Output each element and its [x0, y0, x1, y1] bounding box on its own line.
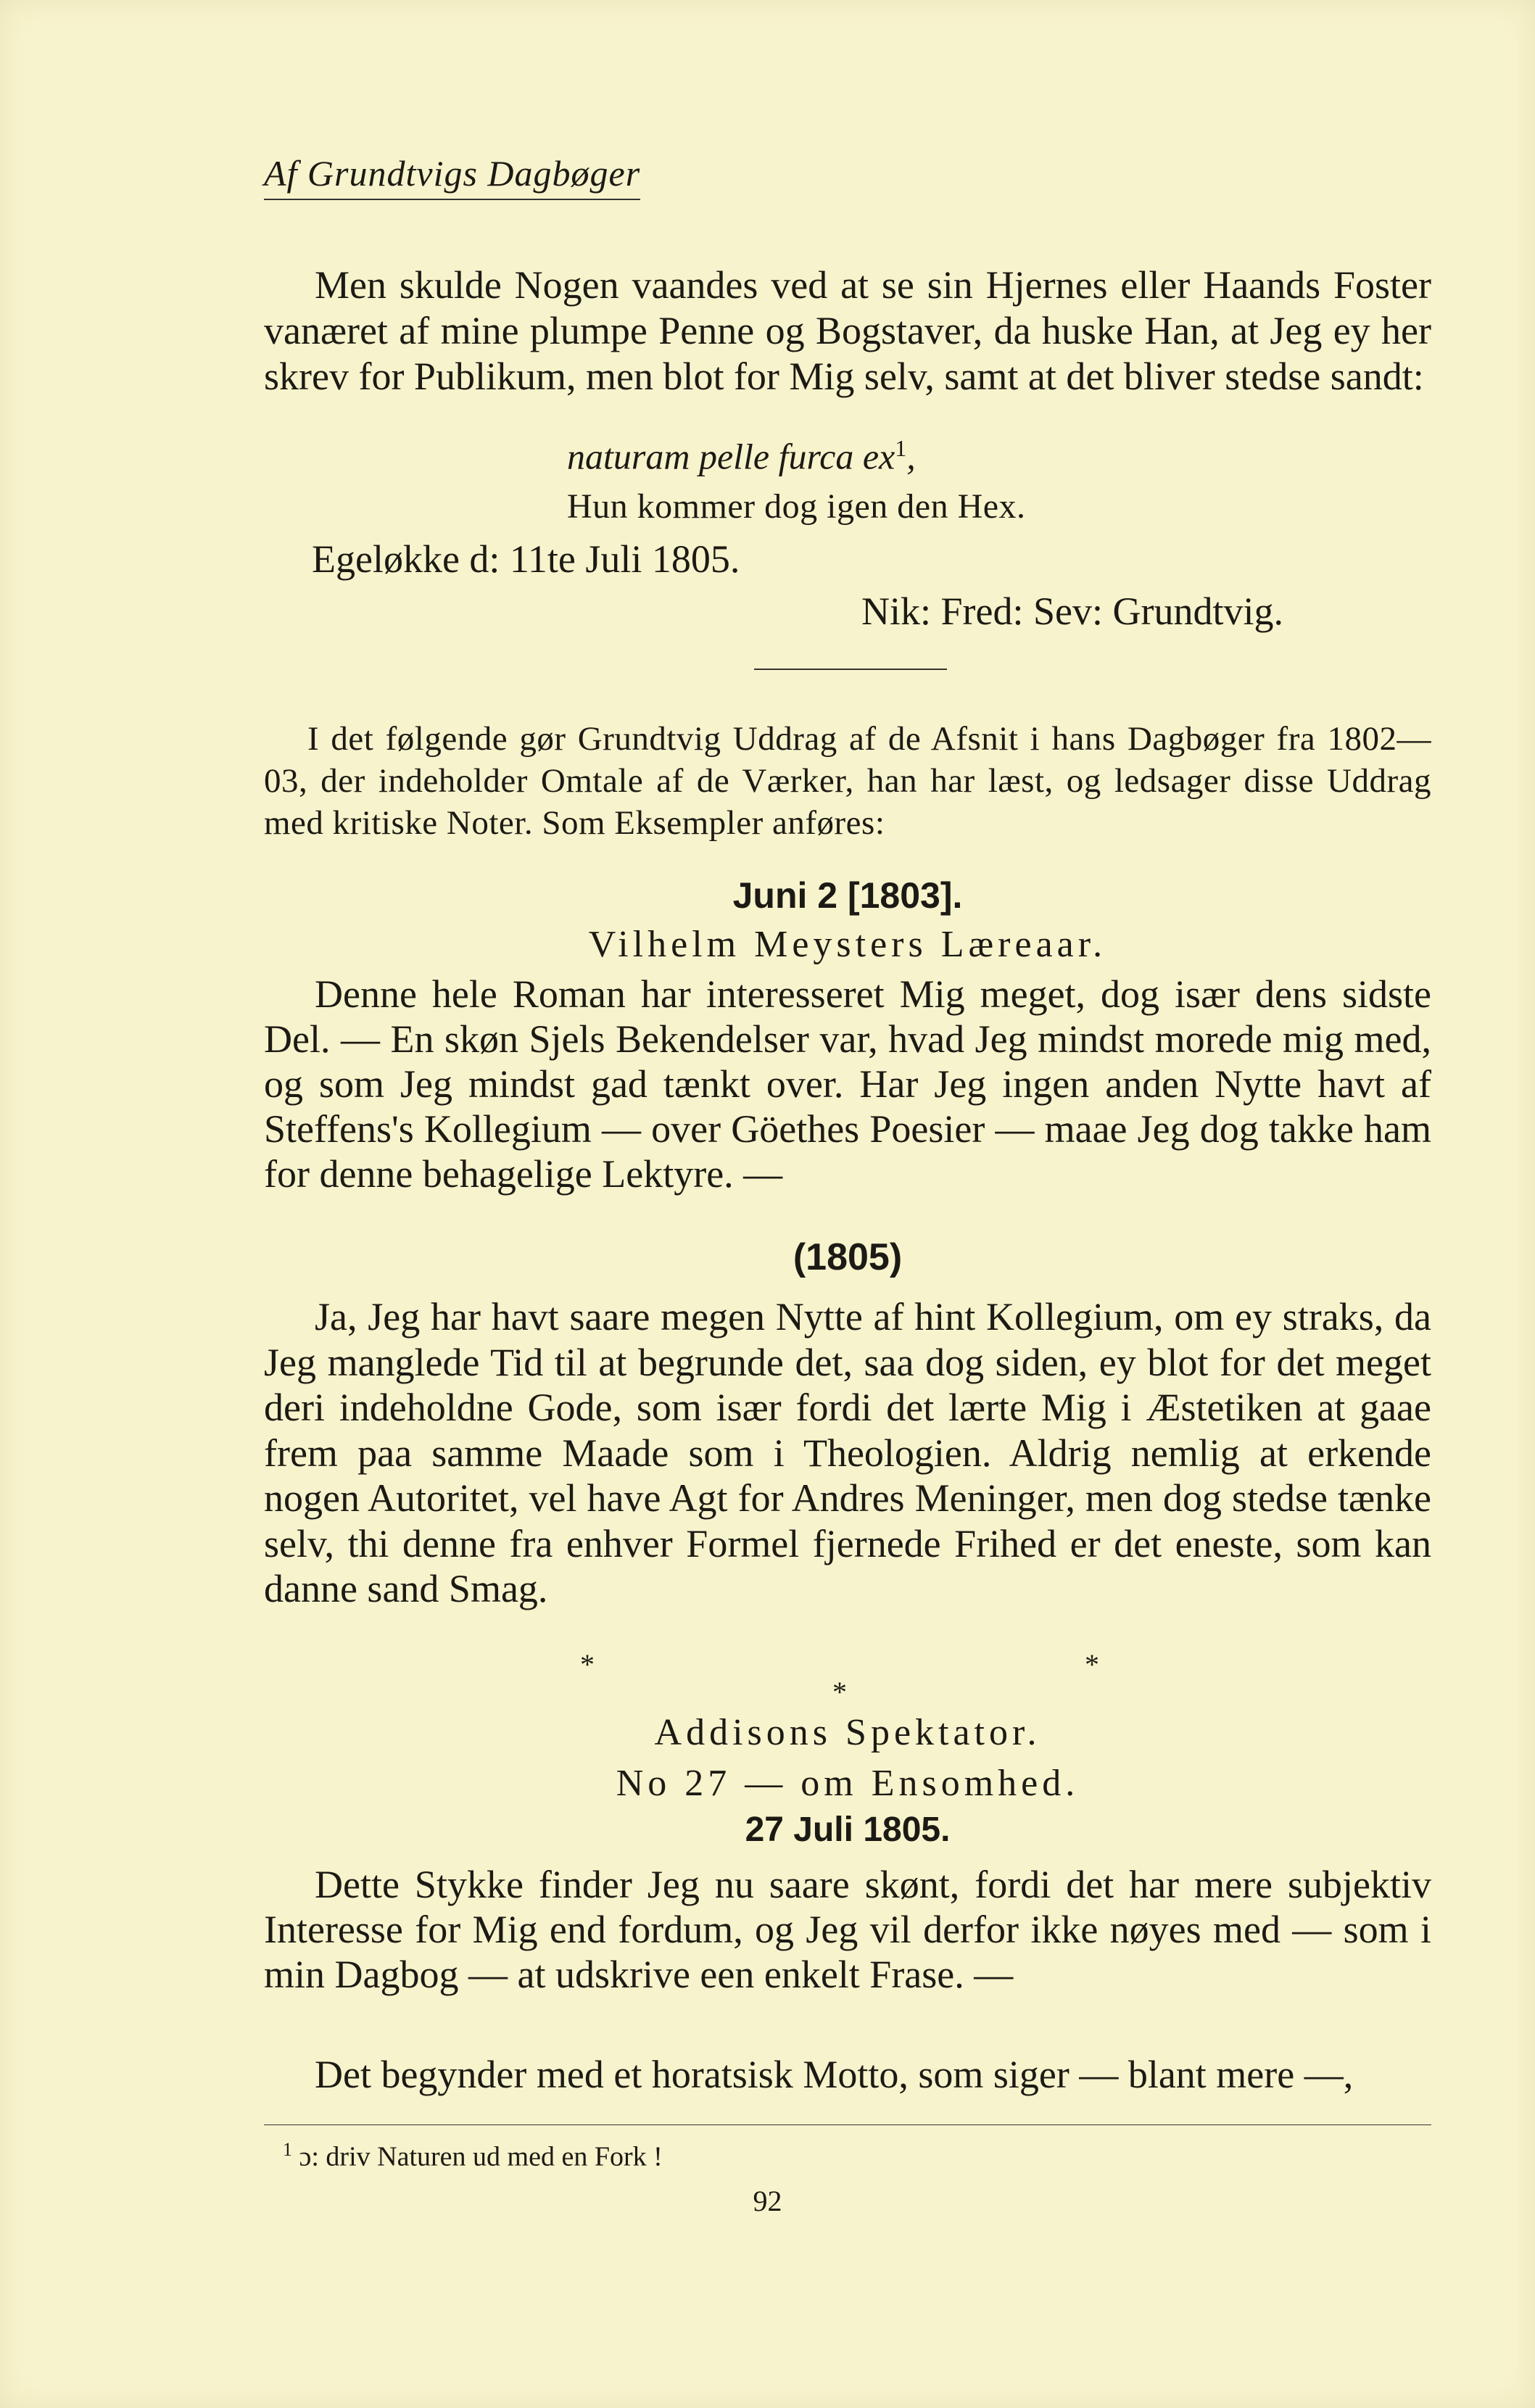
footnote-ref: 1	[895, 435, 907, 461]
verse-line-1	[567, 435, 916, 478]
asterism-left: *	[580, 1648, 595, 1681]
editor-intro: I det følgende gør Grundtvig Uddrag af de Afsnit i hans Dagbøger fra 1802—03, der indeholder Omtale af de Værker, han har læst, og ledsager disse Uddrag med kritiske Noter. Som Eksempler anføres:	[264, 720, 1431, 842]
footnote-text: ɔ: driv Naturen ud med en Fork !	[299, 2141, 663, 2172]
verse-comma: ,	[906, 436, 916, 477]
running-header: Af Grundtvigs Dagbøger	[264, 152, 640, 200]
entry-title-2: Addisons Spektator.	[654, 1712, 1041, 1753]
verse-latin: naturam pelle furca ex	[567, 436, 895, 477]
footnote	[283, 2139, 663, 2173]
year-heading: (1805)	[793, 1236, 903, 1278]
page-number: 92	[753, 2185, 782, 2217]
paragraph-motto: Det begynder med et horatsisk Motto, som siger — blant mere —,	[315, 2053, 1354, 2096]
asterism-right: *	[1085, 1648, 1099, 1681]
entry-date-1: Juni 2 [1803].	[732, 875, 963, 916]
footnote-rule	[264, 2124, 1431, 2125]
place-date: Egeløkke d: 11te Juli 1805.	[312, 537, 740, 581]
paragraph-kollegium: Ja, Jeg har havt saare megen Nytte af hint Kollegium, om ey straks, da Jeg manglede Tid til at begrunde det, saa dog siden, ey blot for det meget deri indeholdne Gode, som især fordi det lærte Mig i Æstetiken at gaae frem paa samme Maade som i Theologien. Aldrig nemlig at erkende nogen Autoritet, vel have Agt for Andres Meninger, men dog stedse tænke selv, thi denne fra enhver Formel fjernede Frihed er det eneste, som kan danne sand Smag.	[264, 1295, 1431, 1610]
entry-title-1: Vilhelm Meysters Læreaar.	[588, 924, 1107, 965]
entry-subtitle-2: No 27 — om Ensomhed.	[616, 1763, 1080, 1804]
section-divider	[754, 669, 947, 670]
paragraph-addison: Dette Stykke finder Jeg nu saare skønt, fordi det har mere subjektiv Interesse for Mig end fordum, og Jeg vil derfor ikke nøyes med — som i min Dagbog — at udskrive een enkelt Frase. —	[264, 1863, 1431, 1996]
entry-date-2: 27 Juli 1805.	[745, 1811, 951, 1849]
verse-line-2: Hun kommer dog igen den Hex.	[567, 487, 1026, 526]
paragraph-apology: Men skulde Nogen vaandes ved at se sin Hjernes eller Haands Foster vanæret af mine plumpe Penne og Bogstaver, da huske Han, at Jeg ey her skrev for Publikum, men blot for Mig selv, samt at det bliver stedse sandt:	[264, 263, 1431, 398]
footnote-mark: 1	[283, 2139, 292, 2160]
signature: Nik: Fred: Sev: Grundtvig.	[861, 589, 1283, 633]
paragraph-meyster: Denne hele Roman har interesseret Mig meget, dog især dens sidste Del. — En skøn Sjels Bekendelser var, hvad Jeg mindst morede mig med, og som Jeg mindst gad tænkt over. Har Jeg ingen anden Nytte havt af Steffens's Kollegium — over Göethes Poesier — maae Jeg dog takke ham for denne behagelige Lektyre. —	[264, 972, 1431, 1196]
asterism-middle: *	[832, 1676, 847, 1708]
